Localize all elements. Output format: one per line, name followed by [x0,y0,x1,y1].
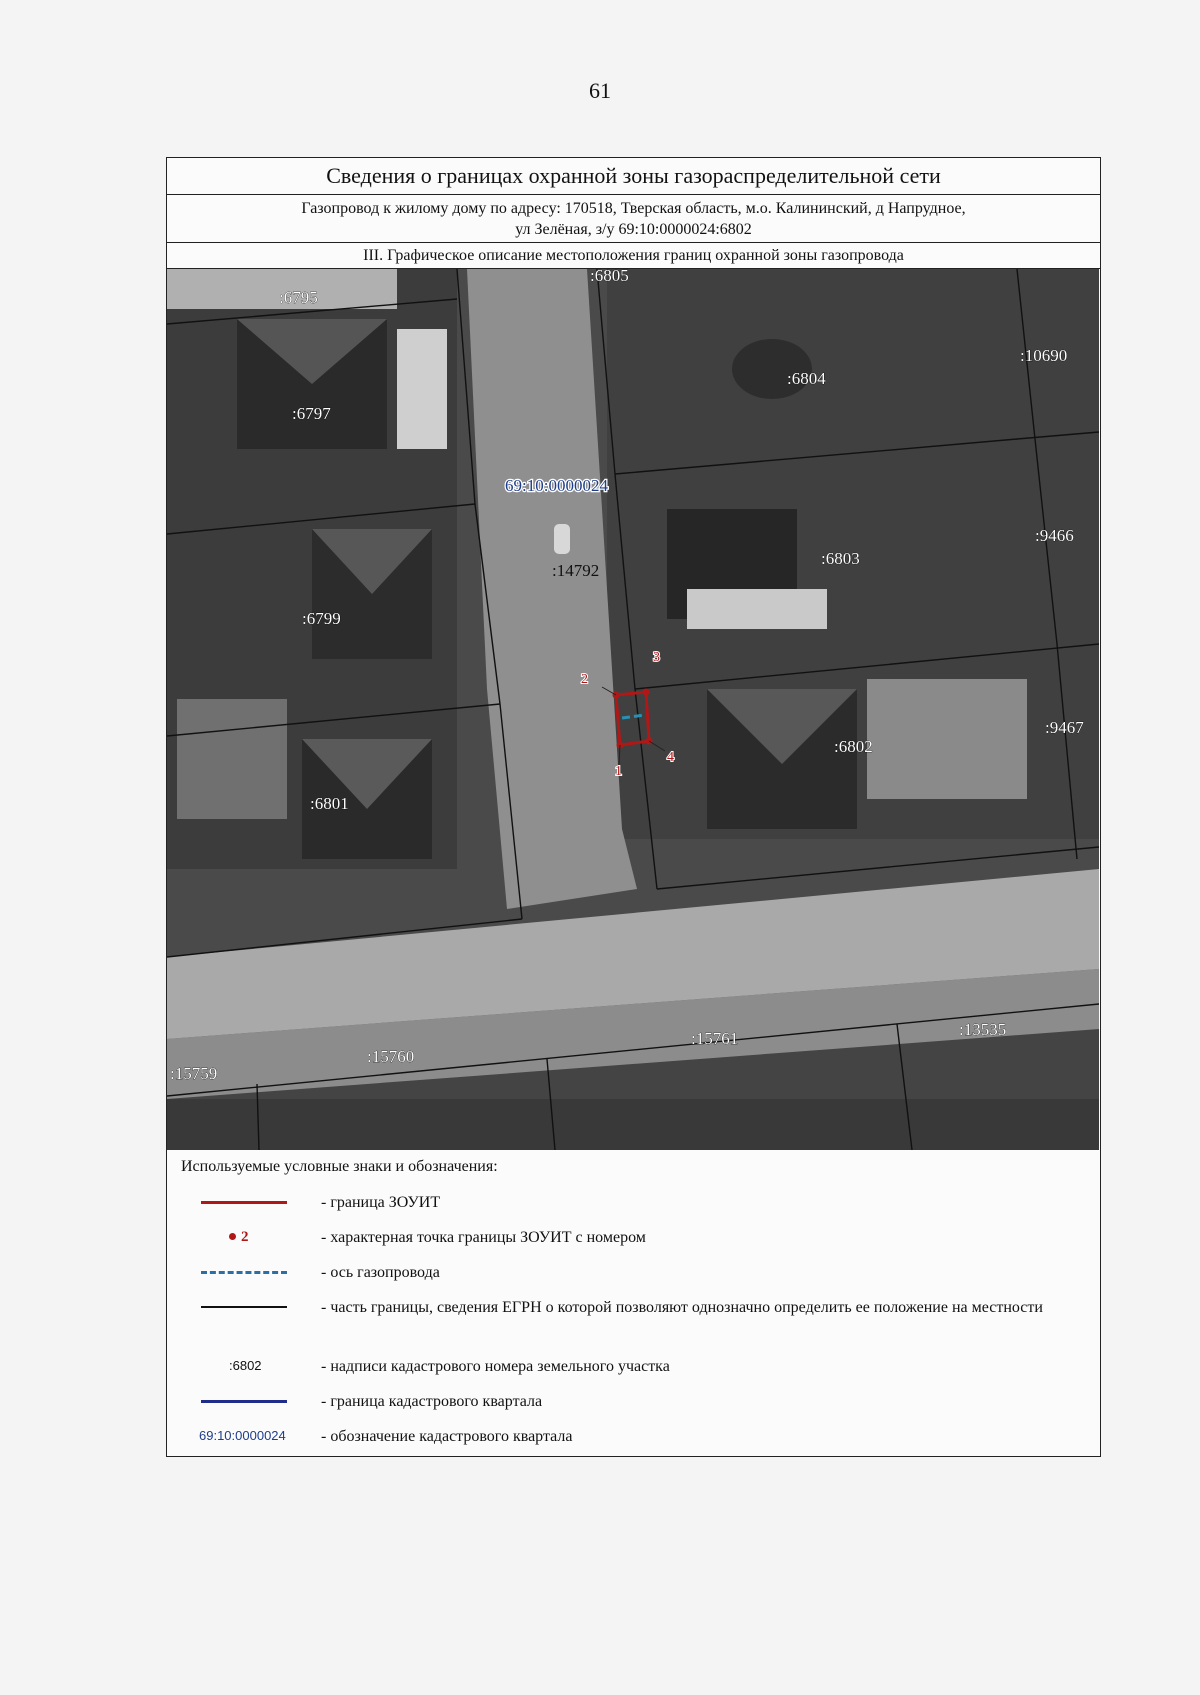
house-yard-6797 [397,329,447,449]
legend-text-zone-boundary: - граница ЗОУИТ [321,1194,441,1211]
legend-text-egrn-boundary: - часть границы, сведения ЕГРН о которой позволяют однозначно определить ее положение на местности [321,1299,1043,1316]
legend-symbol-dashed-line [191,1262,291,1282]
legend-text-pipeline-axis: - ось газопровода [321,1264,440,1281]
parcel-label-14792: :14792 [552,561,600,580]
parcel-label-15760: :15760 [367,1047,415,1066]
parcel-label-10690: :10690 [1020,346,1068,365]
lot-6802-ground [867,679,1027,799]
legend-text-parcel-label: - надписи кадастрового номера земельного участка [321,1358,670,1375]
parcel-label-6802: :6802 [834,737,873,756]
legend-symbol-quarter-number: 69:10:0000024 [199,1428,286,1443]
parcel-label-9467: :9467 [1045,718,1084,737]
parcel-label-9466: :9466 [1035,526,1074,545]
parcel-label-15761: :15761 [691,1029,739,1048]
house-yard-6803 [687,589,827,629]
legend-text-quarter-label: - обозначение кадастрового квартала [321,1428,573,1445]
legend-symbol-black-line [191,1297,291,1317]
parked-car [554,524,570,554]
legend-symbol-quarter-label [191,1426,291,1446]
legend-symbol-parcel-label [191,1356,291,1376]
document-title: Сведения о границах охранной зоны газораспределительной сети [167,158,1100,195]
parcel-label-6804: :6804 [787,369,826,388]
parcel-label-6797: :6797 [292,404,331,423]
legend-symbol-point [191,1227,291,1247]
parcel-label-6799: :6799 [302,609,341,628]
section-heading: III. Графическое описание местоположения границ охранной зоны газопровода [167,243,1100,269]
cadastral-map [167,269,1099,1150]
quarter-label: 69:10:0000024 [505,476,608,495]
document-subtitle [167,195,1100,243]
legend-symbol-blue-line [191,1391,291,1411]
red-dot-icon [229,1233,236,1240]
parcel-label-6803: :6803 [821,549,860,568]
legend-title: Используемые условные знаки и обозначения: [181,1158,498,1175]
parcel-label-15759: :15759 [170,1064,218,1083]
page-number: 61 [589,78,611,103]
subtitle-line-2: ул Зелёная, з/у 69:10:0000024:6802 [515,221,752,238]
boundary-point-label-4: 4 [667,750,674,765]
lot-6801-ground [177,699,287,819]
boundary-point-3 [643,689,650,696]
parcel-label-6795: :6795 [279,288,318,307]
parcel-label-6801: :6801 [310,794,349,813]
map-svg [167,269,1099,1150]
legend-text-boundary-point: - характерная точка границы ЗОУИТ с номером [321,1229,646,1246]
boundary-point-label-2: 2 [581,672,588,687]
subtitle-line-1: Газопровод к жилому дому по адресу: 170518, Тверская область, м.о. Калининский, д Напрудное, [301,200,966,217]
legend-symbol-parcel-number: :6802 [229,1358,262,1373]
legend-text-quarter-boundary: - граница кадастрового квартала [321,1393,543,1410]
document-frame [166,157,1101,1457]
boundary-point-label-1: 1 [615,764,622,779]
parcel-label-13535: :13535 [959,1020,1007,1039]
legend-symbol-point-number: 2 [241,1229,249,1245]
boundary-point-label-3: 3 [653,650,660,665]
legend-symbol-red-line [191,1192,291,1212]
parcel-label-6805: :6805 [590,269,629,285]
